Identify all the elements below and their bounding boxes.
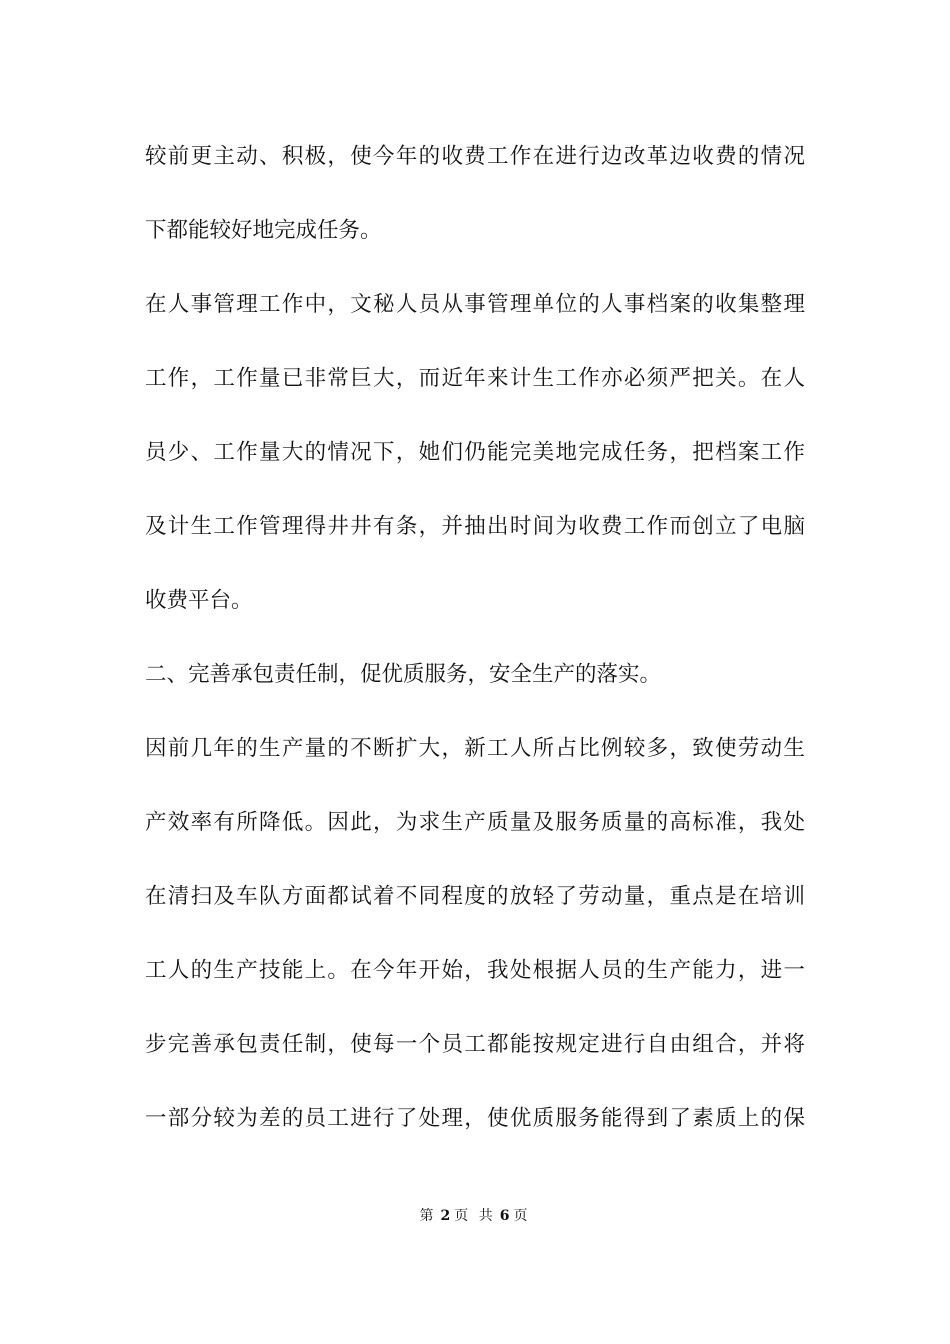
total-pages-number: 6 [499,1208,510,1224]
text-line-6: 及计生工作管理得井井有条，并抽出时间为收费工作而创立了电脑 [145,514,805,539]
text-line-5: 员少、工作量大的情况下，她们仍能完美地完成任务，把档案工作 [145,440,805,465]
section-heading: 二、完善承包责任制，促优质服务，安全生产的落实。 [145,662,662,687]
text-line-7: 收费平台。 [145,588,253,613]
text-line-3: 在人事管理工作中，文秘人员从事管理单位的人事档案的收集整理 [145,292,805,317]
text-line-2: 下都能较好地完成任务。 [145,218,382,243]
footer-prefix: 第 [419,1208,437,1224]
text-line-11: 在清扫及车队方面都试着不同程度的放轻了劳动量，重点是在培训 [145,884,805,909]
footer-suffix: 页 [513,1208,531,1224]
text-line-14: 一部分较为差的员工进行了处理，使优质服务能得到了素质上的保 [145,1106,805,1131]
body-text [145,134,805,1170]
text-line-9: 因前几年的生产量的不断扩大，新工人所占比例较多，致使劳动生 [145,736,805,761]
footer-middle: 页 共 [454,1208,496,1224]
text-line-1: 较前更主动、积极，使今年的收费工作在进行边改革边收费的情况 [145,144,805,169]
page-footer [0,1206,950,1226]
text-line-10: 产效率有所降低。因此，为求生产质量及服务质量的高标准，我处 [145,810,805,835]
text-line-4: 工作，工作量已非常巨大，而近年来计生工作亦必须严把关。在人 [145,366,805,391]
current-page-number: 2 [440,1208,451,1224]
text-line-13: 步完善承包责任制，使每一个员工都能按规定进行自由组合，并将 [145,1032,805,1057]
text-line-12: 工人的生产技能上。在今年开始，我处根据人员的生产能力，进一 [145,958,805,983]
